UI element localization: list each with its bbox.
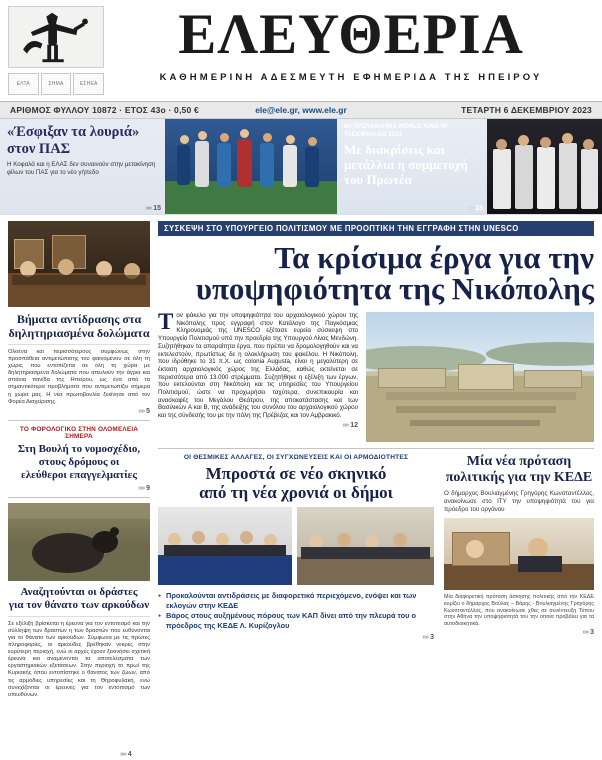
teaser-pas-body: Η Κοφαλά και η ΕΛΑΣ δεν συναινούν στην μετακίνηση φίλων του ΠΑΣ για το νέο γήπεδο xyxy=(7,161,156,176)
left-story1-body: Ολοένα και περισσότερους συμφώνως στην προσπάθεια αντιμετώπισης του φαινομένου σε όλη τη χώρα, που εντοπίζεται σε όλη τη χώρα με δηλητηριασμένα δολώματα που απειλούν την άγρια και σπάνια πανίδα της Ηπείρου, ως ένα από τα σημαντικότερα προβλήματα που αντιμετωπίζει σήμερα η χώρα μας. Η νέα πρωτοβουλία ξεκίνησε από τον Φορέα Διαχείρισης. xyxy=(8,349,150,405)
issue-date: ΤΕΤΑΡΤΗ 6 ΔΕΚΕΜΒΡΙΟΥ 2023 xyxy=(461,105,592,115)
teaser-photo-football[interactable] xyxy=(165,119,337,214)
center-column xyxy=(158,221,594,641)
lead-body: Τον φάκελο για την υποψηφιότητα του αρχαιολογικού χώρου της Νικόπολης προς εγγραφή στον Κατάλογο της Παγκόσμιας Κληρονομιάς της UNESCO εξέτασε ευρεία σύσκεψη στο Υπουργείο Πολιτισμού υπό την προεδρία της Υπουργού Λίνας Μενδώνη. Συζητήθηκαν τα απαραίτητα έργα, που πρέπει να δρομολογηθούν και να εκτελεστούν, πρωτίστως δε η ολοκλήρωση του φακέλου. Η Νικόπολη, που ιδρύθηκε το 31 π.Χ. ως colonia Augusta, είναι η μεγαλύτερη σε έκταση αρχαιολογικός χώρος της Ελλάδας, καθώς εκτείνεται σε περισσότερα από 13.000 στρέμματα. Συζητήθηκε η εξέλιξη των έργων, που εκτελούνται στη Νικόπολη και τις υπηρεσίες του Υπουργείου Πολιτισμού, ώστε να προχωρήσει ταχύτερα, συνεπικουρία και ανασκαφές του Μεγάλου Θεάτρου, της αποκατάστασης και των Βασιλικών Α και Β, της ανάδειξης του συνόλου του αρχαιολογικού χώρου και της σύνδεσής του με την πόλη της Πρέβεζας και τον Αμβρακικό. xyxy=(158,309,358,420)
photo-bear xyxy=(8,503,150,581)
teaser-pas-page: 15 xyxy=(153,205,161,212)
photo-council-hall xyxy=(297,507,434,585)
photo-press-conference xyxy=(444,518,594,590)
lead-pagetag[interactable] xyxy=(158,422,358,429)
bottom-right-page: 3 xyxy=(590,629,594,637)
info-bar xyxy=(0,102,602,119)
bottom-right-body: Ο δήμαρχος Βουλιαγμένης Γρηγόρης Κωνσταντέλλος, ανακοίνωσε στο ΙΤΥ την υποψηφιότητά του για πρόεδρο του οργάνου xyxy=(444,490,594,513)
teaser-pas[interactable] xyxy=(0,119,165,214)
website-link[interactable]: ele@ele.gr, www.ele.gr xyxy=(255,105,347,115)
left-story1-pagetag[interactable] xyxy=(8,408,150,415)
bottom-center-pagetag[interactable] xyxy=(158,634,434,641)
masthead-subtitle: ΚΑΘΗΜΕΡΙΝΗ ΑΔΕΣΜΕΥΤΗ ΕΦΗΜΕΡΙΔΑ ΤΗΣ ΗΠΕΙΡΟΥ xyxy=(159,72,543,83)
left-story2-pagetag[interactable] xyxy=(8,485,150,492)
teaser-pas-headline: «Έσφιξαν τα λουριά» στον ΠΑΣ xyxy=(7,124,140,157)
teaser-taekwondo-pagetag[interactable] xyxy=(467,205,483,212)
page-arrow-icon: »» xyxy=(120,751,126,758)
lead-kicker: ΣΥΣΚΕΨΗ ΣΤΟ ΥΠΟΥΡΓΕΙΟ ΠΟΛΙΤΙΣΜΟΥ ΜΕ ΠΡΟΟΠΤΙΚΗ ΤΗΝ ΕΓΓΡΑΦΗ ΣΤΗΝ UNESCO xyxy=(158,221,594,236)
issue-info: ΑΡΙΘΜΟΣ ΦΥΛΛΟΥ 10872 · ΕΤΟΣ 43ο · 0,50 € xyxy=(10,105,199,115)
left-story3-page: 4 xyxy=(127,751,132,758)
postal-stamps xyxy=(8,72,104,96)
photo-council-panel xyxy=(158,507,292,585)
masthead xyxy=(0,0,602,102)
left-story3-title-2: για τον θάνατο των αρκούδων xyxy=(8,598,150,611)
left-story1-title-2: δηλητηριασμένα δολώματα xyxy=(8,326,150,340)
lead-page: 12 xyxy=(350,421,358,429)
bottom-right-pagetag[interactable] xyxy=(444,629,594,636)
teaser-taekwondo[interactable] xyxy=(337,119,487,214)
stamp-2: ΕΣΗΕΑ xyxy=(73,73,104,95)
left-story2-page: 9 xyxy=(146,484,150,492)
page-arrow-icon: »» xyxy=(422,634,429,641)
left-story2-kicker: ΤΟ ΦΟΡΟΛΟΓΙΚΟ ΣΤΗΝ ΟΛΟΜΕΛΕΙΑ ΣΗΜΕΡΑ xyxy=(19,425,139,440)
left-story2-title-2: στους δρόμους οι xyxy=(38,455,120,468)
left-story2-title-3: ελεύθεροι επαγγελματίες xyxy=(21,468,137,481)
left-story2-title-1: Στη Βουλή το νομοσχέδιο, xyxy=(17,442,141,455)
left-story1-page: 5 xyxy=(146,407,150,415)
page-arrow-icon: »» xyxy=(138,407,145,415)
left-story3-pagetag[interactable] xyxy=(120,751,598,758)
stamp-1: ΣΗΜΑ xyxy=(41,73,72,95)
left-story1-title-1: Βήματα αντίδρασης στα xyxy=(16,312,142,326)
bottom-right-story xyxy=(444,454,594,641)
bottom-right-title-2: πολιτικής για την ΚΕΔΕ xyxy=(445,470,593,485)
bottom-center-title-2: από τη νέα χρονιά οι δήμοι xyxy=(199,483,393,502)
teaser-photo-taekwondo[interactable] xyxy=(487,119,602,214)
top-teaser-strip xyxy=(0,119,602,215)
bullet-0: ● Προκαλούνται αντιδράσεις με διαφορετικό περιεχόμενο, ενόψει και των εκλογών στην ΚΕΔΕ xyxy=(158,591,434,611)
bottom-right-title-1: Μία νέα πρόταση xyxy=(466,454,572,469)
bottom-center-page: 3 xyxy=(430,634,434,641)
page-arrow-icon: »» xyxy=(145,205,152,212)
photo-meeting-room xyxy=(8,221,150,307)
page-title: ΕΛΕΥΘΕΡΙΑ xyxy=(178,3,524,66)
left-column xyxy=(8,221,150,699)
left-story3-title-1: Αναζητούνται οι δράστες xyxy=(20,585,138,598)
newspaper-logo xyxy=(8,6,104,68)
teaser-taekwondo-kicker: 9ο ΠΡΩΤΑΘΛΗΜΑ WORLD KING OF TAEKWON-DO 2023 xyxy=(344,124,450,138)
photo-nikopolis-ruins xyxy=(366,312,594,442)
page-arrow-icon: »» xyxy=(342,421,349,429)
statue-logo-icon xyxy=(9,7,103,67)
page-arrow-icon: »» xyxy=(582,629,589,637)
teaser-taekwondo-page: 15 xyxy=(475,205,483,212)
teaser-pas-pagetag[interactable] xyxy=(145,205,161,212)
lead-title-line2: υποψηφιότητα της Νικόπολης xyxy=(195,271,594,306)
lead-title-line1: Τα κρίσιμα έργα για την xyxy=(274,240,594,275)
bottom-center-story xyxy=(158,454,434,641)
page-arrow-icon: »» xyxy=(138,484,145,492)
left-story3-body: Σε εξέλιξη βρίσκεται η έρευνα για τον εντοπισμό και την σύλληψη των δραστών η των δραστών που ευθύνονται για το θάνατο των αρκούδων. Σύμφωνα με τις πρώτες πληροφορίες, οι αρκούδες βρέθηκαν νεκρές στην ευρύτερη περιοχή, ενώ οι αρχές έχουν ξεκινήσει σχετική έρευνα και αναμένονται τα αποτελέσματα των εργαστηριακών εξετάσεων. Στην περιοχή το πρωί της Κυριακής όπου εντοπίστηκε ο θάνατος των ζώων, από τις αρμόδιες υπηρεσίες και τη Θηροφυλακή, ενώ συνεχίζονται οι έρευνες για τον εντοπισμό των υπευθύνων. xyxy=(8,620,150,698)
main-content xyxy=(0,215,602,760)
bottom-center-bullets xyxy=(158,591,434,631)
bottom-center-title-1: Μπροστά σε νέο σκηνικό xyxy=(205,464,387,483)
bottom-center-kicker: ΟΙ ΘΕΣΜΙΚΕΣ ΑΛΛΑΓΕΣ, ΟΙ ΣΥΓΧΩΝΕΥΣΕΙΣ ΚΑΙ ΟΙ ΑΡΜΟΔΙΟΤΗΤΕΣ xyxy=(183,454,409,461)
stamp-0: ΕΛΤΑ xyxy=(8,73,39,95)
bullet-1: ● Βάρος στους αυξημένους πόρους των ΚΑΠ δίνει από την πλευρά του ο πρόεδρος της ΚΕΔΕ Λ. Κυρίζογλου xyxy=(158,611,434,631)
page-arrow-icon: »» xyxy=(467,205,474,212)
bottom-right-caption: Μία διαφορετική πρόταση άσκησης πολιτικής από την ΚΕΔΕ κομίζει ο δήμαρχος Βούλας – Βάρης - Βουλιαγμένης Γρηγόρης Κωνσταντέλλος, που ανακοίνωσε χθες σε συνέντευξη Τύπου στην Αθήνα την υποψηφιότητά του την οποία προβάλει για τα αυτοδιοικητικά. xyxy=(444,594,594,627)
teaser-taekwondo-headline: Με διακρίσεις και μετάλλια η συμμετοχή του Πρωτέα xyxy=(344,142,468,187)
